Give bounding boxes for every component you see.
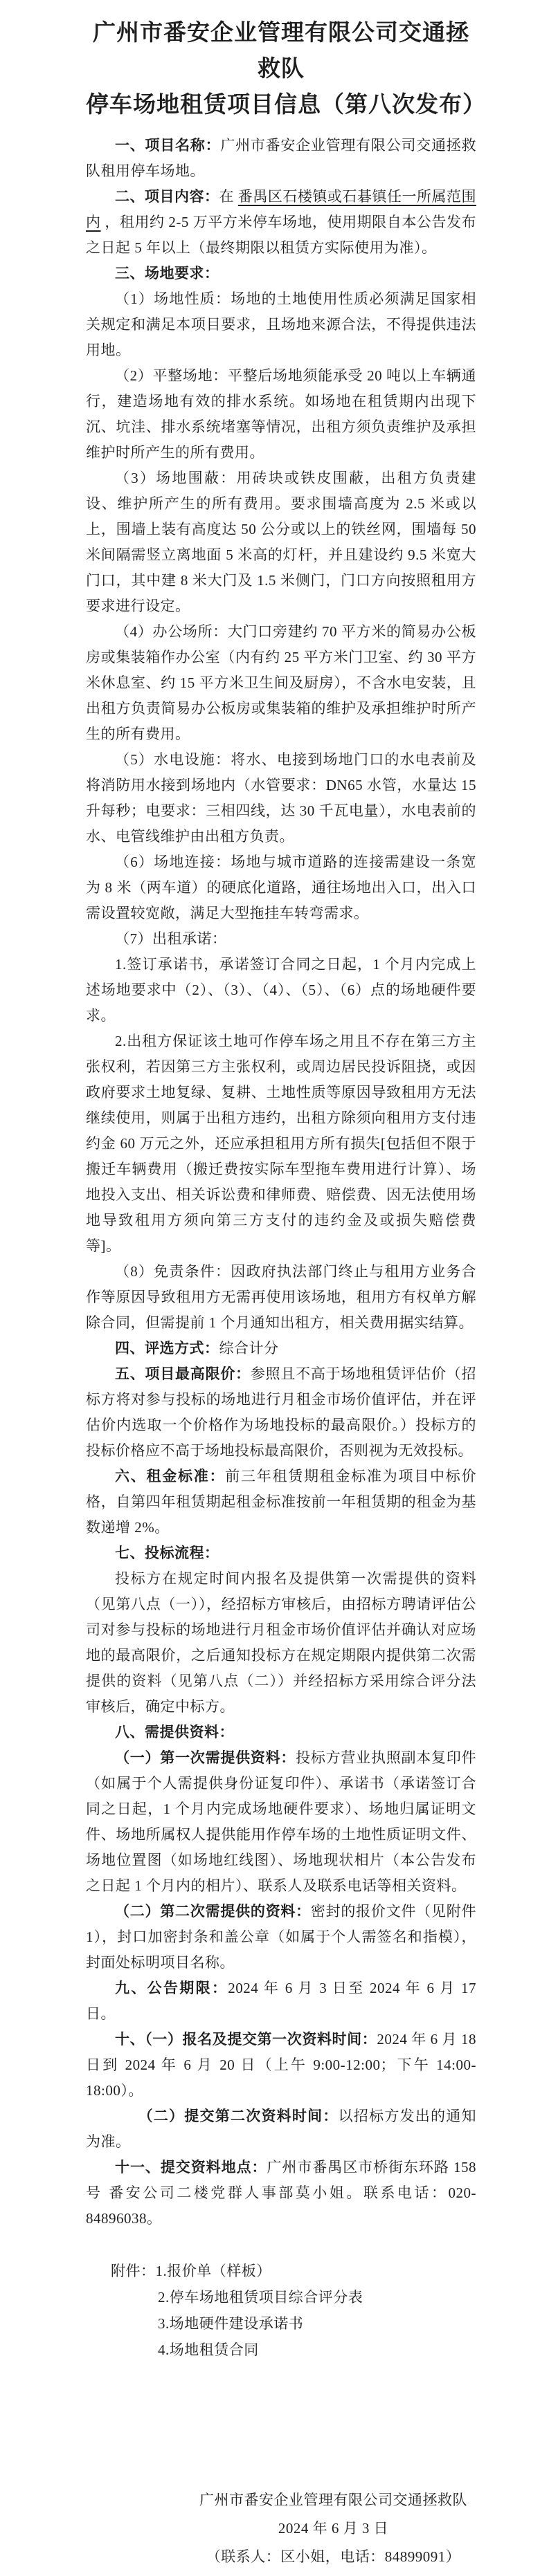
document-footer bbox=[199, 2486, 467, 2571]
bidding-process-heading bbox=[86, 1540, 476, 1566]
text-segment: 投标方在规定时间内报名及提供第一次需提供的资料（见第八点（一）），经招标方审核后，由招标方聘请评估公司对参与投标的场地进行月租金市场价值评估并确认对应场地的最高限价，之后通知投标方在规定期限内提供第二次需提供的资料（见第八点（二））并经招标方采用综合评分法审核后，确定中标方。 bbox=[86, 1570, 476, 1715]
required-materials-heading bbox=[86, 1720, 476, 1745]
footer-organization: 广州市番安企业管理有限公司交通拯救队 bbox=[199, 2492, 467, 2508]
project-content bbox=[86, 184, 476, 261]
text-segment: 2.出租方保证该土地可作停车场之用且不存在第三方主张权利，若因第三方主张权利，或周边居民投诉阻挠，或因政府要求土地复绿、复耕、土地性质等原因导致租用方无法继续使用，则属于出租方违约，出租方除须向租用方支付违约金 60 万元之外，还应承担租用方所有损失[包括但不限于搬迁车辆费用（搬迁费按实际车型拖车费用进行计算）、场地投入支出、相关诉讼费和律师费、赔偿费、因无法使用场地导致租用方须向第三方支付的违约金及或损失赔偿费等]。 bbox=[86, 1033, 476, 1254]
text-segment: （6）场地连接：场地与城市道路的连接需建设一条宽为 8 米（两车道）的硬底化道路，通往场地出入口，出入口需设置较宽敞，满足大型拖挂车转弯需求。 bbox=[86, 854, 476, 921]
text-segment: 综合计分 bbox=[219, 1340, 279, 1356]
text-segment: （二）第二次需提供的资料： bbox=[115, 1903, 311, 1920]
text-segment: 番禺区石楼镇或石碁镇任一所属范围内 bbox=[86, 188, 477, 230]
text-segment: 广州市番禺区市桥街东环路 158 号 番安公司二楼党群人事部莫小姐。联系电话：020-84896038。 bbox=[86, 2159, 477, 2227]
document-title bbox=[86, 15, 486, 123]
text-segment: 广州市番安企业管理有限公司交通拯救队租用停车场地。 bbox=[86, 137, 477, 179]
attachment-item: 3.场地硬件建设承诺书 bbox=[158, 2315, 304, 2332]
max-price bbox=[86, 1361, 476, 1464]
text-segment: （4）办公场所：大门口旁建约 70 平方米的简易办公板房或集装箱作办公室（内有约 25 平方米门卫室、约 30 平方米休息室、约 15 平方米卫生间及厨房），不含水电安装，且出租方负责简易办公板房或集装箱的维护及承担维护时所产生的所有费用。 bbox=[86, 623, 476, 742]
text-segment: 投标方营业执照副本复印件（如属于个人需提供身份证复印件）、承诺书（承诺签订合同之日起，1 个月内完成场地硬件要求）、场地归属证明文件、场地所属权人提供能用作停车场的土地性质证明文件、场地位置图（如场地红线图）、场地现状相片（本公告发布之日起 1 个月内的相片）、联系人及联系电话等相关资料。 bbox=[86, 1749, 477, 1894]
second-materials bbox=[86, 1899, 476, 1976]
selection-method bbox=[86, 1336, 476, 1361]
text-segment: （3）场地围蔽：用砖块或铁皮围蔽，出租方负责建设、维护所产生的所有费用。要求围墙高度为 2.5 米或以上，围墙上装有高度达 50 公分或以上的铁丝网，围墙每 50 米间隔需竖立离地面 5 米高的灯杆，并且建设约 9.5 米宽大门口，其中建 8 米大门及 1.5 米侧门，门口方向按照租用方要求进行设定。 bbox=[86, 470, 476, 614]
second-submission-time bbox=[86, 2104, 476, 2155]
document-title-line-2: 停车场地租赁项目信息（第八次发布） bbox=[86, 93, 486, 118]
water-electricity bbox=[86, 747, 476, 849]
text-segment: （2）平整场地：平整后场地须能承受 20 吨以上车辆通行，建造场地有效的排水系统。如场地在租赁期内出现下沉、坑洼、排水系统堵塞等情况，出租方须负责维护及承担维护时所产生的所有费用。 bbox=[86, 367, 476, 461]
text-segment: 十一、提交资料地点： bbox=[115, 2159, 267, 2175]
site-connection bbox=[86, 849, 476, 926]
footer-contact: （联系人：区小姐，电话：84899091） bbox=[206, 2548, 461, 2565]
site-requirements-heading bbox=[86, 261, 476, 286]
text-segment: 2024 年 6 月 18 日到 2024 年 6 月 20 日（上午 9:00-12:00；下午 14:00-18:00）。 bbox=[86, 2031, 476, 2099]
text-segment: 九、公告期限： bbox=[115, 1980, 228, 1996]
attachments-section bbox=[86, 2258, 476, 2363]
attachment-item: 4.场地租赁合同 bbox=[158, 2342, 259, 2358]
text-segment: （二）提交第二次资料时间： bbox=[138, 2108, 339, 2124]
site-enclosure bbox=[86, 466, 476, 619]
site-leveling bbox=[86, 363, 476, 466]
text-segment: （8）免责条件：因政府执法部门终止与租用方业务合作等原因导致租用方无需再使用该场地，租用方有权单方解除合同，但需提前 1 个月通知出租方，相关费用据实结算。 bbox=[86, 1263, 476, 1331]
text-segment: 以招标方发出的通知为准。 bbox=[86, 2108, 477, 2150]
rent-standard bbox=[86, 1464, 476, 1540]
text-segment: （1）场地性质：场地的土地使用性质必须满足国家相关规定和满足本项目要求，且场地来源合法，不得提供违法用地。 bbox=[86, 291, 476, 358]
project-name bbox=[86, 133, 476, 184]
text-segment: 十、（一）报名及提交第一次资料时间： bbox=[115, 2031, 377, 2048]
document-body bbox=[86, 133, 476, 2232]
first-materials bbox=[86, 1745, 476, 1899]
site-nature bbox=[86, 286, 476, 363]
announcement-period bbox=[86, 1976, 476, 2027]
text-segment: 八、需提供资料： bbox=[115, 1724, 234, 1740]
text-segment: （一）第一次需提供资料： bbox=[115, 1749, 296, 1766]
bidding-process bbox=[86, 1566, 476, 1720]
text-segment: 四、评选方式： bbox=[115, 1340, 219, 1356]
office-space bbox=[86, 619, 476, 747]
text-segment: 密封的报价文件（见附件 1），封口加密封条和盖公章（如属于个人需签名和指模），封面处标明项目名称。 bbox=[86, 1903, 476, 1971]
text-segment: 五、项目最高限价： bbox=[115, 1365, 251, 1382]
attachments-first-line bbox=[86, 2258, 476, 2284]
text-segment: 七、投标流程： bbox=[115, 1545, 219, 1561]
commitment-2 bbox=[86, 1029, 476, 1259]
document-title-line-1: 广州市番安企业管理有限公司交通拯救队 bbox=[93, 21, 469, 82]
text-segment: 前三年租赁期租金标准为项目中标价格，自第四年租赁期起租金标准按前一年租赁期的租金为基数递增 2%。 bbox=[86, 1468, 476, 1536]
attachments-label: 附件： bbox=[111, 2263, 156, 2279]
text-segment: 一、项目名称： bbox=[115, 137, 221, 154]
attachment-item: 1.报价单（样板） bbox=[155, 2263, 271, 2279]
text-segment: 2024 年 6 月 3 日至 2024 年 6 月 17 日。 bbox=[86, 1980, 477, 2022]
text-segment: 三、场地要求： bbox=[115, 265, 219, 282]
attachment-item: 2.停车场地租赁项目综合评分表 bbox=[158, 2289, 363, 2306]
text-segment: 1.签订承诺书，承诺签订合同之日起，1 个月内完成上述场地要求中（2）、（3）、（4）、（5）、（6）点的场地硬件要求。 bbox=[86, 956, 476, 1024]
exemption-conditions bbox=[86, 1259, 476, 1336]
lease-commitments-heading bbox=[86, 926, 476, 952]
text-segment: 参照且不高于场地租赁评估价（招标方将对参与投标的场地进行月租金市场价值评估，并在评估价内选取一个价格作为场地投标的最高限价。）投标方的投标价格应不高于场地投标最高限价，否则视为无效投标。 bbox=[86, 1365, 477, 1459]
text-segment: （7）出租承诺： bbox=[115, 930, 227, 947]
text-segment: 二、项目内容： bbox=[115, 188, 219, 205]
text-segment: ，租用约 2-5 万平方米停车场地，使用期限自本公告发布之日起 5 年以上（最终期限以租赁方实际使用为准）。 bbox=[86, 214, 477, 256]
text-segment: 在 bbox=[219, 188, 238, 205]
first-submission-time bbox=[86, 2027, 476, 2104]
submission-location bbox=[86, 2155, 476, 2232]
text-segment: 六、租金标准： bbox=[115, 1468, 226, 1484]
commitment-1 bbox=[86, 952, 476, 1029]
footer-date: 2024 年 6 月 3 日 bbox=[278, 2520, 389, 2537]
text-segment: （5）水电设施：将水、电接到场地门口的水电表前及将消防用水接到场地内（水管要求：DN65 水管，水量达 15 升每秒；电要求：三相四线，达 30 千瓦电量），水电表前的水、电管线维护由出租方负责。 bbox=[86, 751, 476, 845]
